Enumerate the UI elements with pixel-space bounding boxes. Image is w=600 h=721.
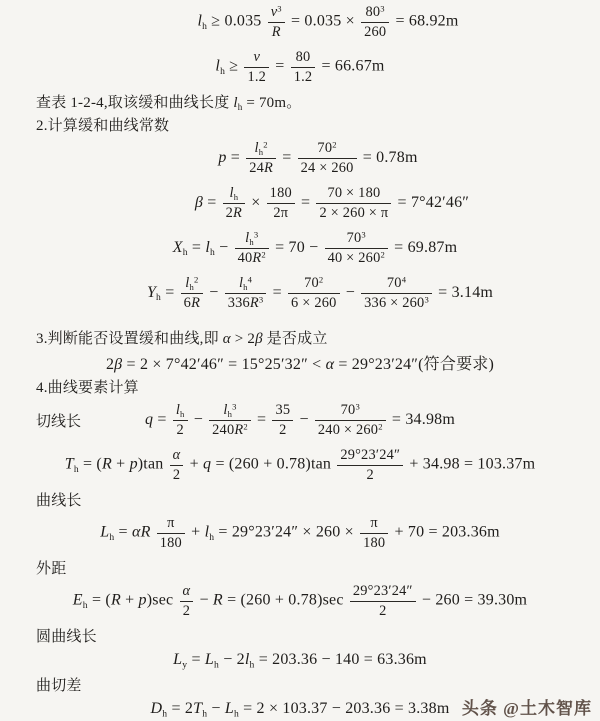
text-line [0,90,600,113]
fraction: $\frac{l_h^2}{6R}$ [181,275,203,311]
section-label: 切线长 [36,414,82,430]
fraction: $\frac{v}{1.2}$ [244,49,269,85]
math-content: β = $\frac{l_h}{2R}$ × $\frac{180}{2\pi}$ = $\frac{70 \times 180}{2 \times 260 \times \pi}$ = 7°42′46″ [194,185,470,222]
math-content: $L_y = L_h - 2l_h = 203.36 - 140 = 63.36m$ [173,650,427,670]
text-line [0,375,600,398]
math-content: 曲线长 [36,493,82,509]
text-line [0,113,600,136]
formula-line [0,511,600,556]
fraction: $\frac{l_h^3}{240R^2}$ [209,402,251,438]
math-content: $E_h = (R + p)\sec$ $\frac{\alpha}{2}$ − R = (260 + 0.78)sec $\frac{29^\circ 23'24''}{2}$ − 260 = 39.30m [72,583,528,619]
fraction: $\frac{l_h^2}{24R}$ [246,140,276,176]
math-content: $X_h = l_h$ − $\frac{l_h^3}{40R^2}$ = 70 − $\frac{70^3}{40 \times 260^2}$ = 69.87m [172,229,458,267]
fraction: $\frac{l_h}{2R}$ [223,185,245,221]
fraction: $\frac{70^3}{240 \times 260^2}$ [315,402,386,438]
fraction: $\frac{v^3}{R}$ [268,4,285,40]
text-line [0,488,600,511]
math-content: 查表 1-2-4,取该缓和曲线长度 $l_h = 70m$。 [36,94,302,113]
math-content: 外距 [36,561,67,577]
fraction: $\frac{l_h^3}{40R^2}$ [235,230,269,266]
formula-line [0,45,600,90]
fraction: $\frac{29^\circ 23'24''}{2}$ [350,583,416,619]
fraction: $\frac{35}{2}$ [272,402,293,438]
math-content: 4.曲线要素计算 [36,380,139,396]
math-content: $l_h \ge 0.035$ $\frac{v^3}{R}$ = 0.035 × $\frac{80^3}{260}$ = 68.92m [197,3,459,40]
math-content: 圆曲线长 [36,629,97,645]
formula-line [0,579,600,624]
fraction: $\frac{\pi}{180}$ [360,515,388,551]
formula-line [0,398,600,443]
math-content: $T_h = (R + p)\tan$ $\frac{\alpha}{2}$ + q = (260 + 0.78)tan $\frac{29^\circ 23'24''}{2}$ + 34.98 = 103.37m [64,447,536,483]
fraction: $\frac{\alpha}{2}$ [180,583,194,619]
math-content: p = $\frac{l_h^2}{24R}$ = $\frac{70^2}{24 \times 260}$ = 0.78m [218,139,418,177]
text-line [0,556,600,579]
text-line [0,624,600,647]
math-content: 曲切差 [36,678,82,694]
fraction: $\frac{80^3}{260}$ [361,4,389,40]
formula-line [0,181,600,226]
fraction: $\frac{\pi}{180}$ [157,515,185,551]
fraction: $\frac{l_h^4}{336R^3}$ [225,275,267,311]
fraction: $\frac{70^2}{24 \times 260}$ [298,140,357,176]
formula-line [0,647,600,673]
text-line [0,673,600,696]
fraction: $\frac{\alpha}{2}$ [170,447,184,483]
math-content: $l_h$ ≥ $\frac{v}{1.2}$ = $\frac{80}{1.2}$ = 66.67m [215,49,385,85]
fraction: $\frac{70^3}{40 \times 260^2}$ [325,230,388,266]
formula-line [0,443,600,488]
fraction: $\frac{29^\circ 23'24''}{2}$ [337,447,403,483]
watermark: 头条 @土木智库 [461,699,592,718]
formula-line [0,349,600,375]
fraction: $\frac{l_h}{2}$ [173,402,188,438]
math-content: 2β = 2 × 7°42′46″ = 15°25′32″ < α = 29°23′24″(符合要求) [105,355,495,373]
math-content: $D_h = 2T_h - L_h = 2 \times 103.37 - 203.36 = 3.38m$ [150,699,450,719]
text-line [0,326,600,349]
formula-line [0,136,600,181]
fraction: $\frac{70^4}{336 \times 260^3}$ [361,275,432,311]
fraction: $\frac{70^2}{6 \times 260}$ [288,275,340,311]
formula-line [0,226,600,271]
formula-line [0,271,600,316]
fraction: $\frac{70 \times 180}{2 \times 260 \times \pi}$ [316,185,391,221]
math-content: $Y_h$ = $\frac{l_h^2}{6R}$ − $\frac{l_h^4}{336R^3}$ = $\frac{70^2}{6 \times 260}$ − $\frac{70^4}{336 \times 260^3}$ = 3.14m [146,274,494,312]
formula-line [0,0,600,45]
math-content: q = $\frac{l_h}{2}$ − $\frac{l_h^3}{240R^2}$ = $\frac{35}{2}$ − $\frac{70^3}{240 \times 260^2}$ = 34.98m [144,401,455,439]
math-content: 2.计算缓和曲线常数 [36,118,170,134]
math-content: $L_h = \alpha R$ $\frac{\pi}{180}$ + $l_h = 29^\circ 23'24'' \times 260$ × $\frac{\pi}{180}$ + 70 = 203.36m [100,515,500,551]
math-content: 3.判断能否设置缓和曲线,即 α > 2β 是否成立 [36,331,328,347]
fraction: $\frac{80}{1.2}$ [291,49,316,85]
fraction: $\frac{180}{2\pi}$ [267,185,295,221]
